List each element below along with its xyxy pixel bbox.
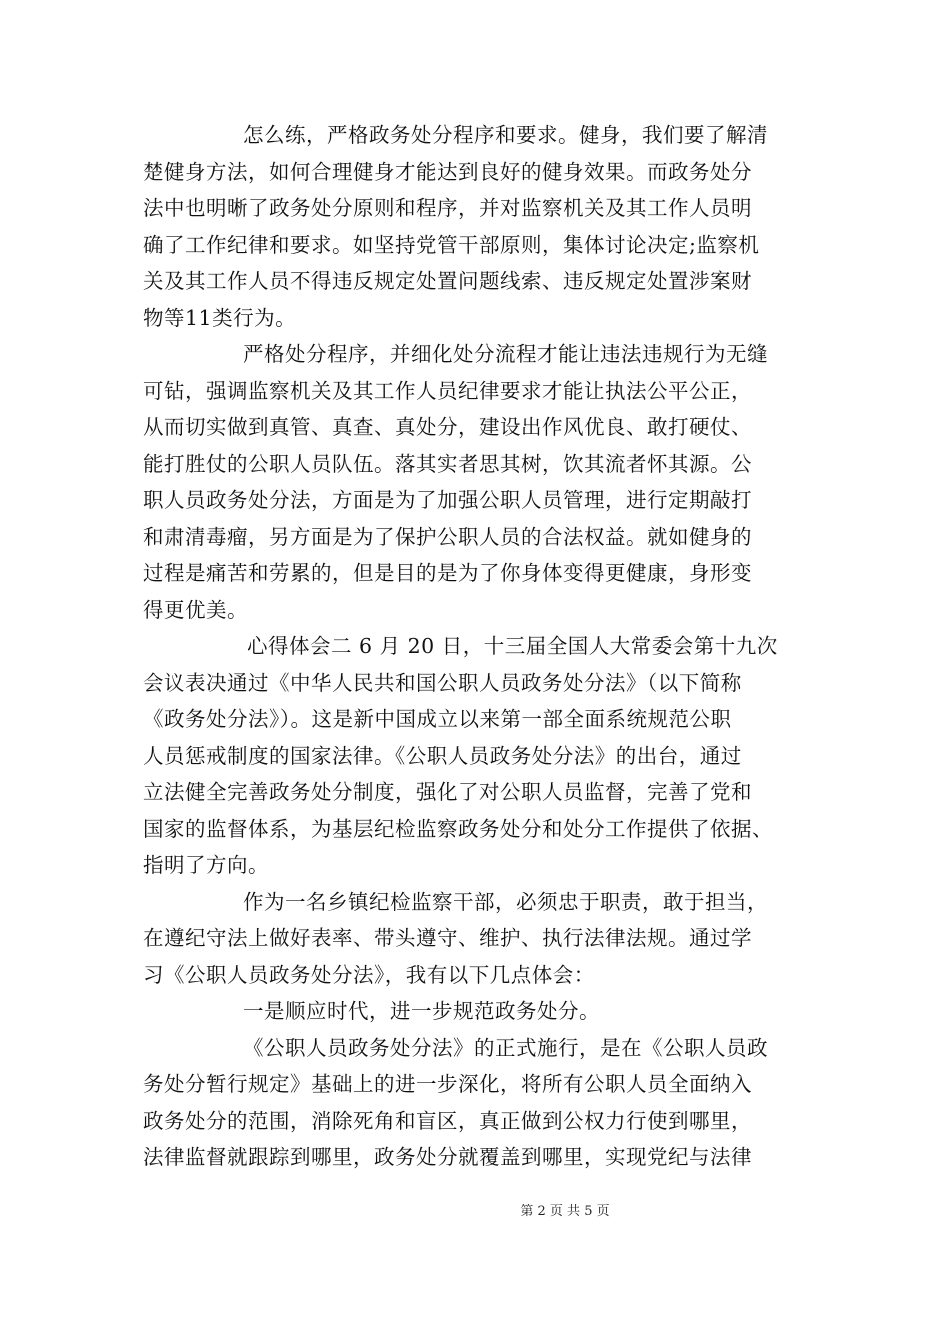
text-line: 可钻，强调监察机关及其工作人员纪律要求才能让执法公平公正，: [143, 378, 752, 403]
text-line: 会议表决通过《中华人民共和国公职人员政务处分法》（以下简称: [143, 670, 742, 695]
document-body: [143, 117, 823, 1176]
page-number: 第 2 页 共 5 页: [520, 1204, 610, 1219]
text-line: 务处分暂行规定》基础上的进一步深化，将所有公职人员全面纳入: [143, 1072, 752, 1096]
text-line: 在遵纪守法上做好表率、带头遵守、维护、执行法律法规。通过学: [143, 926, 752, 950]
text-line: 严格处分程序，并细化处分流程才能让违法违规行为无缝: [243, 342, 768, 366]
paragraph-3: [143, 628, 823, 884]
text-line: 法律监督就跟踪到哪里，政务处分就覆盖到哪里，实现党纪与法律: [143, 1145, 752, 1169]
text-line: 确了工作纪律和要求。如坚持党管干部原则，集体讨论决定;监察机: [143, 232, 760, 257]
text-line: 习《公职人员政务处分法》，我有以下几点体会：: [143, 962, 595, 987]
text-line: 人员惩戒制度的国家法律。《公职人员政务处分法》的出台，通过: [143, 743, 742, 768]
paragraph-2: [143, 336, 823, 628]
text-line: 关及其工作人员不得违反规定处置问题线索、违反规定处置涉案财: [143, 269, 752, 293]
text-line: 指明了方向。: [143, 853, 269, 877]
text-line: 《公职人员政务处分法》的正式施行，是在《公职人员政: [243, 1035, 768, 1060]
text-line: 心得体会二 6 月 20 日，十三届全国人大常委会第十九次: [247, 634, 778, 658]
text-line: 一是顺应时代，进一步规范政务处分。: [243, 999, 600, 1023]
text-line: 职人员政务处分法，方面是为了加强公职人员管理，进行定期敲打: [143, 488, 752, 512]
paragraph-1: [143, 117, 823, 336]
text-line: 法中也明晰了政务处分原则和程序，并对监察机关及其工作人员明: [143, 196, 752, 220]
page-footer: [0, 1200, 950, 1219]
text-line: 物等11类行为。: [143, 305, 297, 330]
paragraph-4: [143, 884, 823, 994]
paragraph-5: [143, 993, 823, 1030]
text-line: 政务处分的范围，消除死角和盲区，真正做到公权力行使到哪里，: [143, 1108, 752, 1133]
text-line: 得更优美。: [143, 597, 248, 622]
text-line: 楚健身方法，如何合理健身才能达到良好的健身效果。而政务处分: [143, 159, 752, 184]
text-line: 从而切实做到真管、真查、真处分，建设出作风优良、敢打硬仗、: [143, 415, 752, 439]
text-line: 能打胜仗的公职人员队伍。落其实者思其树，饮其流者怀其源。公: [143, 451, 752, 476]
text-line: 和肃清毒瘤，另方面是为了保护公职人员的合法权益。就如健身的: [143, 524, 752, 549]
paragraph-6: [143, 1030, 823, 1176]
text-line: 国家的监督体系，为基层纪检监察政务处分和处分工作提供了依据、: [143, 816, 773, 841]
text-line: 作为一名乡镇纪检监察干部，必须忠于职责，敢于担当，: [243, 889, 768, 914]
text-line: 怎么练，严格政务处分程序和要求。健身，我们要了解清: [243, 123, 768, 147]
text-line: 过程是痛苦和劳累的，但是目的是为了你身体变得更健康，身形变: [143, 561, 752, 585]
text-line: 《政务处分法》）。这是新中国成立以来第一部全面系统规范公职: [143, 707, 732, 731]
text-line: 立法健全完善政务处分制度，强化了对公职人员监督，完善了党和: [143, 780, 752, 804]
